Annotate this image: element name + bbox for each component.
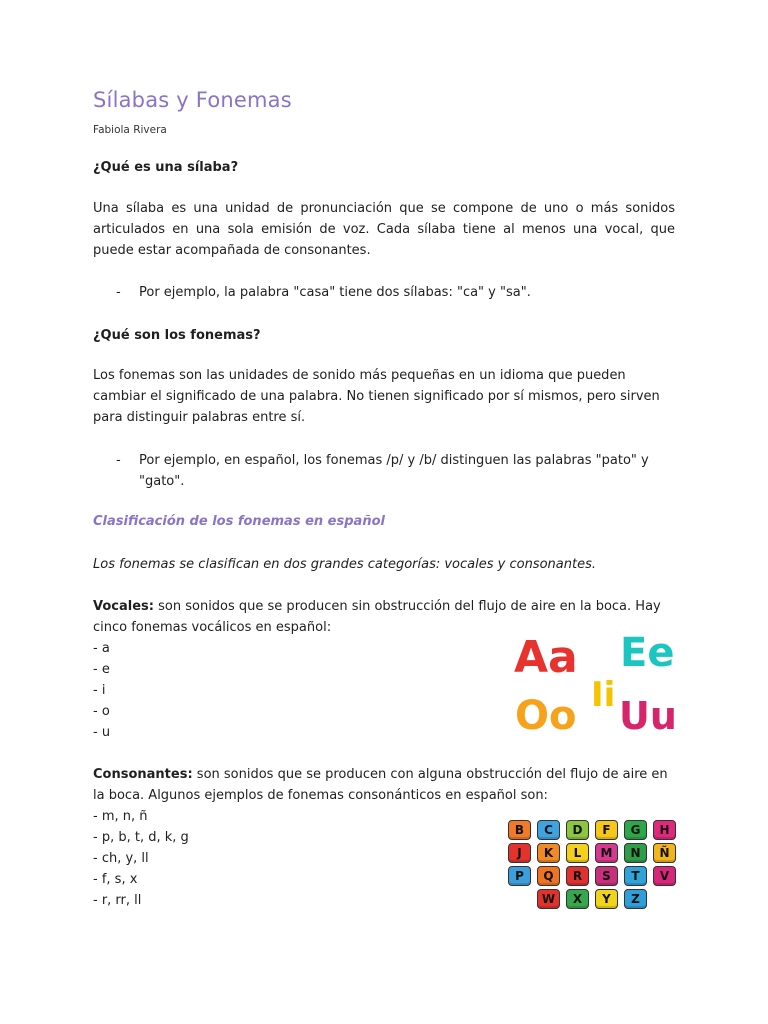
letter-tile-X: X: [566, 889, 589, 909]
page-title: Sílabas y Fonemas: [93, 88, 292, 112]
consonant-item: - r, rr, ll: [93, 893, 142, 908]
letter-tile-F: F: [595, 820, 618, 840]
paragraph-classification: Los fonemas se clasifican en dos grandes categorías: vocales y consonantes.: [93, 557, 596, 572]
vowel-letter-u: Uu: [619, 694, 677, 736]
author-name: Fabiola Rivera: [93, 124, 167, 136]
letter-tile-H: H: [653, 820, 676, 840]
vowel-item: - a: [93, 641, 110, 656]
consonantes-label: Consonantes:: [93, 767, 193, 782]
section-subheading: Clasificación de los fonemas en español: [93, 514, 385, 529]
vowel-letter-o: Oo: [515, 693, 577, 736]
letter-tile-R: R: [566, 866, 589, 886]
letter-tile-P: P: [508, 866, 531, 886]
consonantes-text: son sonidos que se producen con alguna obstrucción del flujo de aire en la boca. Algunos ejemplos de fonemas consonánticos en español son:: [93, 767, 668, 803]
vowel-letter-i: Ii: [591, 675, 616, 715]
vowel-item: - o: [93, 704, 110, 719]
paragraph-silaba: Una sílaba es una unidad de pronunciación que se compone de uno o más sonidos articulados en una sola emisión de voz. Cada sílaba tiene al menos una vocal, que puede estar acompañada de consonantes.: [93, 201, 675, 258]
vocales-text: son sonidos que se producen sin obstrucción del flujo de aire en la boca. Hay cinco fonemas vocálicos en español:: [93, 599, 661, 635]
vowel-item: - u: [93, 725, 111, 740]
letter-tile-L: L: [566, 843, 589, 863]
letter-tile-S: S: [595, 866, 618, 886]
consonant-tiles-grid: [508, 820, 684, 924]
bullet-marker: -: [116, 285, 121, 300]
letter-tile-N: N: [624, 843, 647, 863]
bullet-fonemas-example: Por ejemplo, en español, los fonemas /p/ y /b/ distinguen las palabras "pato" y "gato".: [139, 453, 649, 489]
vocales-label: Vocales:: [93, 599, 154, 614]
letter-tile-Y: Y: [595, 889, 618, 909]
consonant-item: - f, s, x: [93, 872, 138, 887]
vowel-letter-a: Aa: [514, 632, 578, 683]
letter-tile-B: B: [508, 820, 531, 840]
letter-tile-Z: Z: [624, 889, 647, 909]
consonant-item: - ch, y, ll: [93, 851, 149, 866]
heading-fonemas: ¿Qué son los fonemas?: [93, 328, 261, 343]
letter-tile-D: D: [566, 820, 589, 840]
letter-tile-K: K: [537, 843, 560, 863]
letter-tile-G: G: [624, 820, 647, 840]
paragraph-fonemas: Los fonemas son las unidades de sonido más pequeñas en un idioma que pueden cambiar el significado de una palabra. No tienen significado por sí mismos, pero sirven para distinguir palabras entre sí.: [93, 368, 660, 425]
vowel-item: - i: [93, 683, 106, 698]
consonant-item: - p, b, t, d, k, g: [93, 830, 189, 845]
letter-tile-C: C: [537, 820, 560, 840]
letter-tile-Q: Q: [537, 866, 560, 886]
vowel-item: - e: [93, 662, 110, 677]
letter-tile-V: V: [653, 866, 676, 886]
vowels-illustration: [512, 624, 687, 736]
paragraph-consonantes: [93, 764, 675, 806]
bullet-marker: -: [116, 453, 121, 468]
vowel-letter-e: Ee: [620, 630, 675, 676]
vowels-svg: [512, 624, 687, 736]
heading-silaba: ¿Qué es una sílaba?: [93, 160, 239, 175]
letter-tile-J: J: [508, 843, 531, 863]
letter-tile-W: W: [537, 889, 560, 909]
letter-tile-Ñ: Ñ: [653, 843, 676, 863]
bullet-silaba-example: Por ejemplo, la palabra "casa" tiene dos sílabas: "ca" y "sa".: [139, 285, 531, 300]
consonant-item: - m, n, ñ: [93, 809, 148, 824]
letter-tile-M: M: [595, 843, 618, 863]
letter-tile-T: T: [624, 866, 647, 886]
